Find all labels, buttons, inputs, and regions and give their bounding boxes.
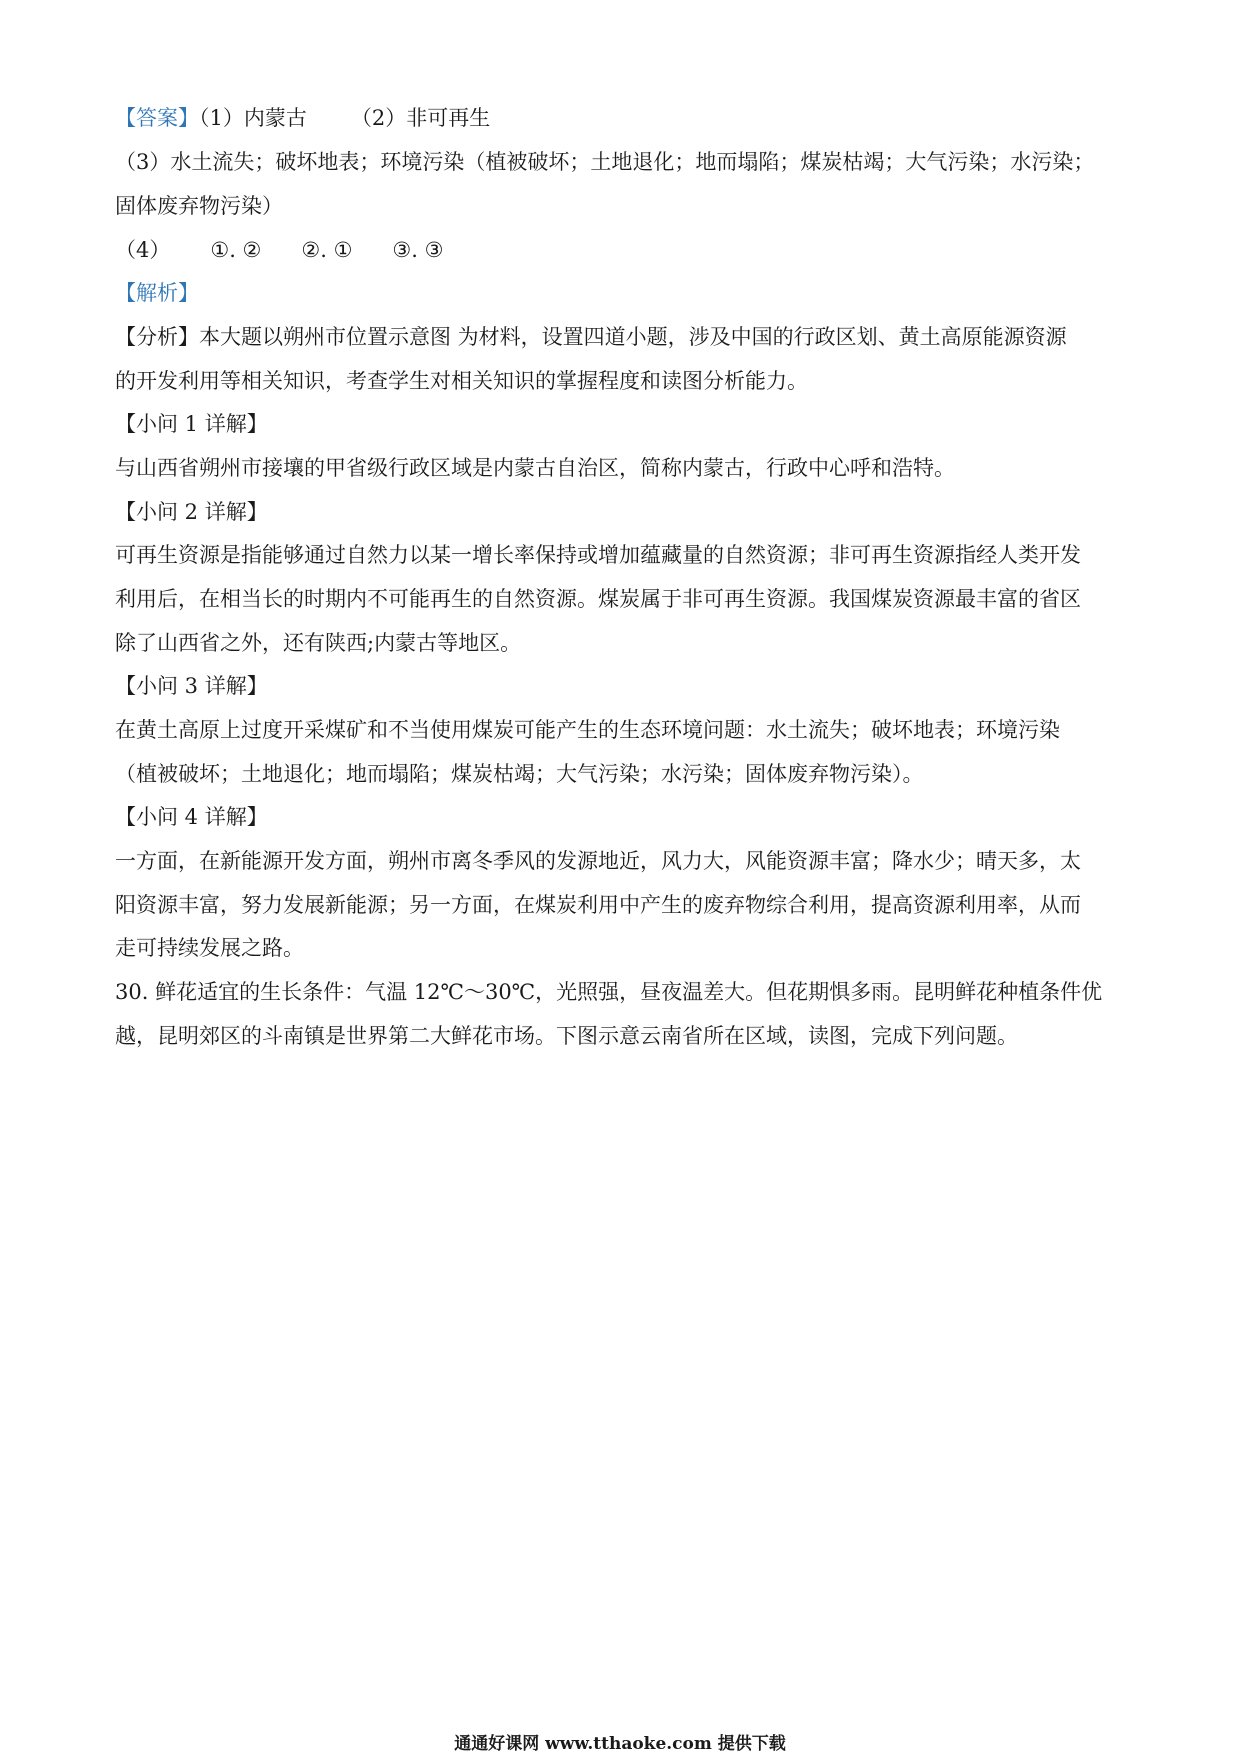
sub1-title: 【小问 1 详解】 (115, 412, 268, 436)
question30-line-2: 越，昆明郊区的斗南镇是世界第二大鲜花市场。下图示意云南省所在区域，读图，完成下列问题。 (115, 1024, 1018, 1048)
sub2-line-2: 利用后，在相当长的时期内不可能再生的自然资源。煤炭属于非可再生资源。我国煤炭资源最丰富的省区 (115, 587, 1081, 611)
sub3-title: 【小问 3 详解】 (115, 674, 268, 698)
answer-q3-line-1: （3）水土流失；破坏地表；环境污染（植被破坏；土地退化；地而塌陷；煤炭枯竭；大气污染；水污染； (115, 150, 1095, 174)
sub4-line-1: 一方面，在新能源开发方面，朔州市离冬季风的发源地近，风力大，风能资源丰富；降水少；晴天多，太 (115, 849, 1081, 873)
sub2-line-1: 可再生资源是指能够通过自然力以某一增长率保持或增加蕴藏量的自然资源；非可再生资源指经人类开发 (115, 543, 1081, 567)
answer-q4-b: ②. ① (301, 238, 353, 262)
sub2-line-3: 除了山西省之外，还有陕西;内蒙古等地区。 (115, 631, 522, 655)
sub1-line-1: 与山西省朔州市接壤的甲省级行政区域是内蒙古自治区，简称内蒙古，行政中心呼和浩特。 (115, 456, 955, 480)
sub3-line-1: 在黄土高原上过度开采煤矿和不当使用煤炭可能产生的生态环境问题：水土流失；破坏地表；环境污染 (115, 718, 1060, 742)
answer-q4-a: ①. ② (210, 238, 262, 262)
sub4-line-3: 走可持续发展之路。 (115, 936, 304, 960)
answer-q1: （1）内蒙古 (199, 106, 307, 130)
sub2-title: 【小问 2 详解】 (115, 500, 268, 524)
analysis-label: 【解析】 (115, 281, 199, 305)
sub3-line-2: （植被破坏；土地退化；地而塌陷；煤炭枯竭；大气污染；水污染；固体废弃物污染）。 (115, 762, 924, 786)
sub4-line-2: 阳资源丰富，努力发展新能源；另一方面，在煤炭利用中产生的废弃物综合利用，提高资源利用率，从而 (115, 893, 1081, 917)
fenxi-line-2: 的开发利用等相关知识，考查学生对相关知识的掌握程度和读图分析能力。 (115, 369, 808, 393)
answer-line-1 (115, 103, 1125, 133)
answer-q4-c: ③. ③ (392, 238, 444, 262)
answer-q2: （2）非可再生 (350, 106, 491, 130)
answer-label: 【答案】 (115, 106, 199, 130)
answer-q4-label: （4） (115, 238, 171, 262)
question30-line-1: 30. 鲜花适宜的生长条件：气温 12℃～30℃，光照强，昼夜温差大。但花期惧多雨。昆明鲜花种植条件优 (115, 980, 1103, 1004)
sub4-title: 【小问 4 详解】 (115, 805, 268, 829)
answer-q4-line (115, 235, 1125, 265)
footer-watermark: 通通好课网 www.tthaoke.com 提供下载 (454, 1734, 786, 1754)
answer-q3-line-2: 固体废弃物污染） (115, 194, 283, 218)
fenxi-line-1: 【分析】本大题以朔州市位置示意图 为材料，设置四道小题，涉及中国的行政区划、黄土高原能源资源 (115, 325, 1067, 349)
